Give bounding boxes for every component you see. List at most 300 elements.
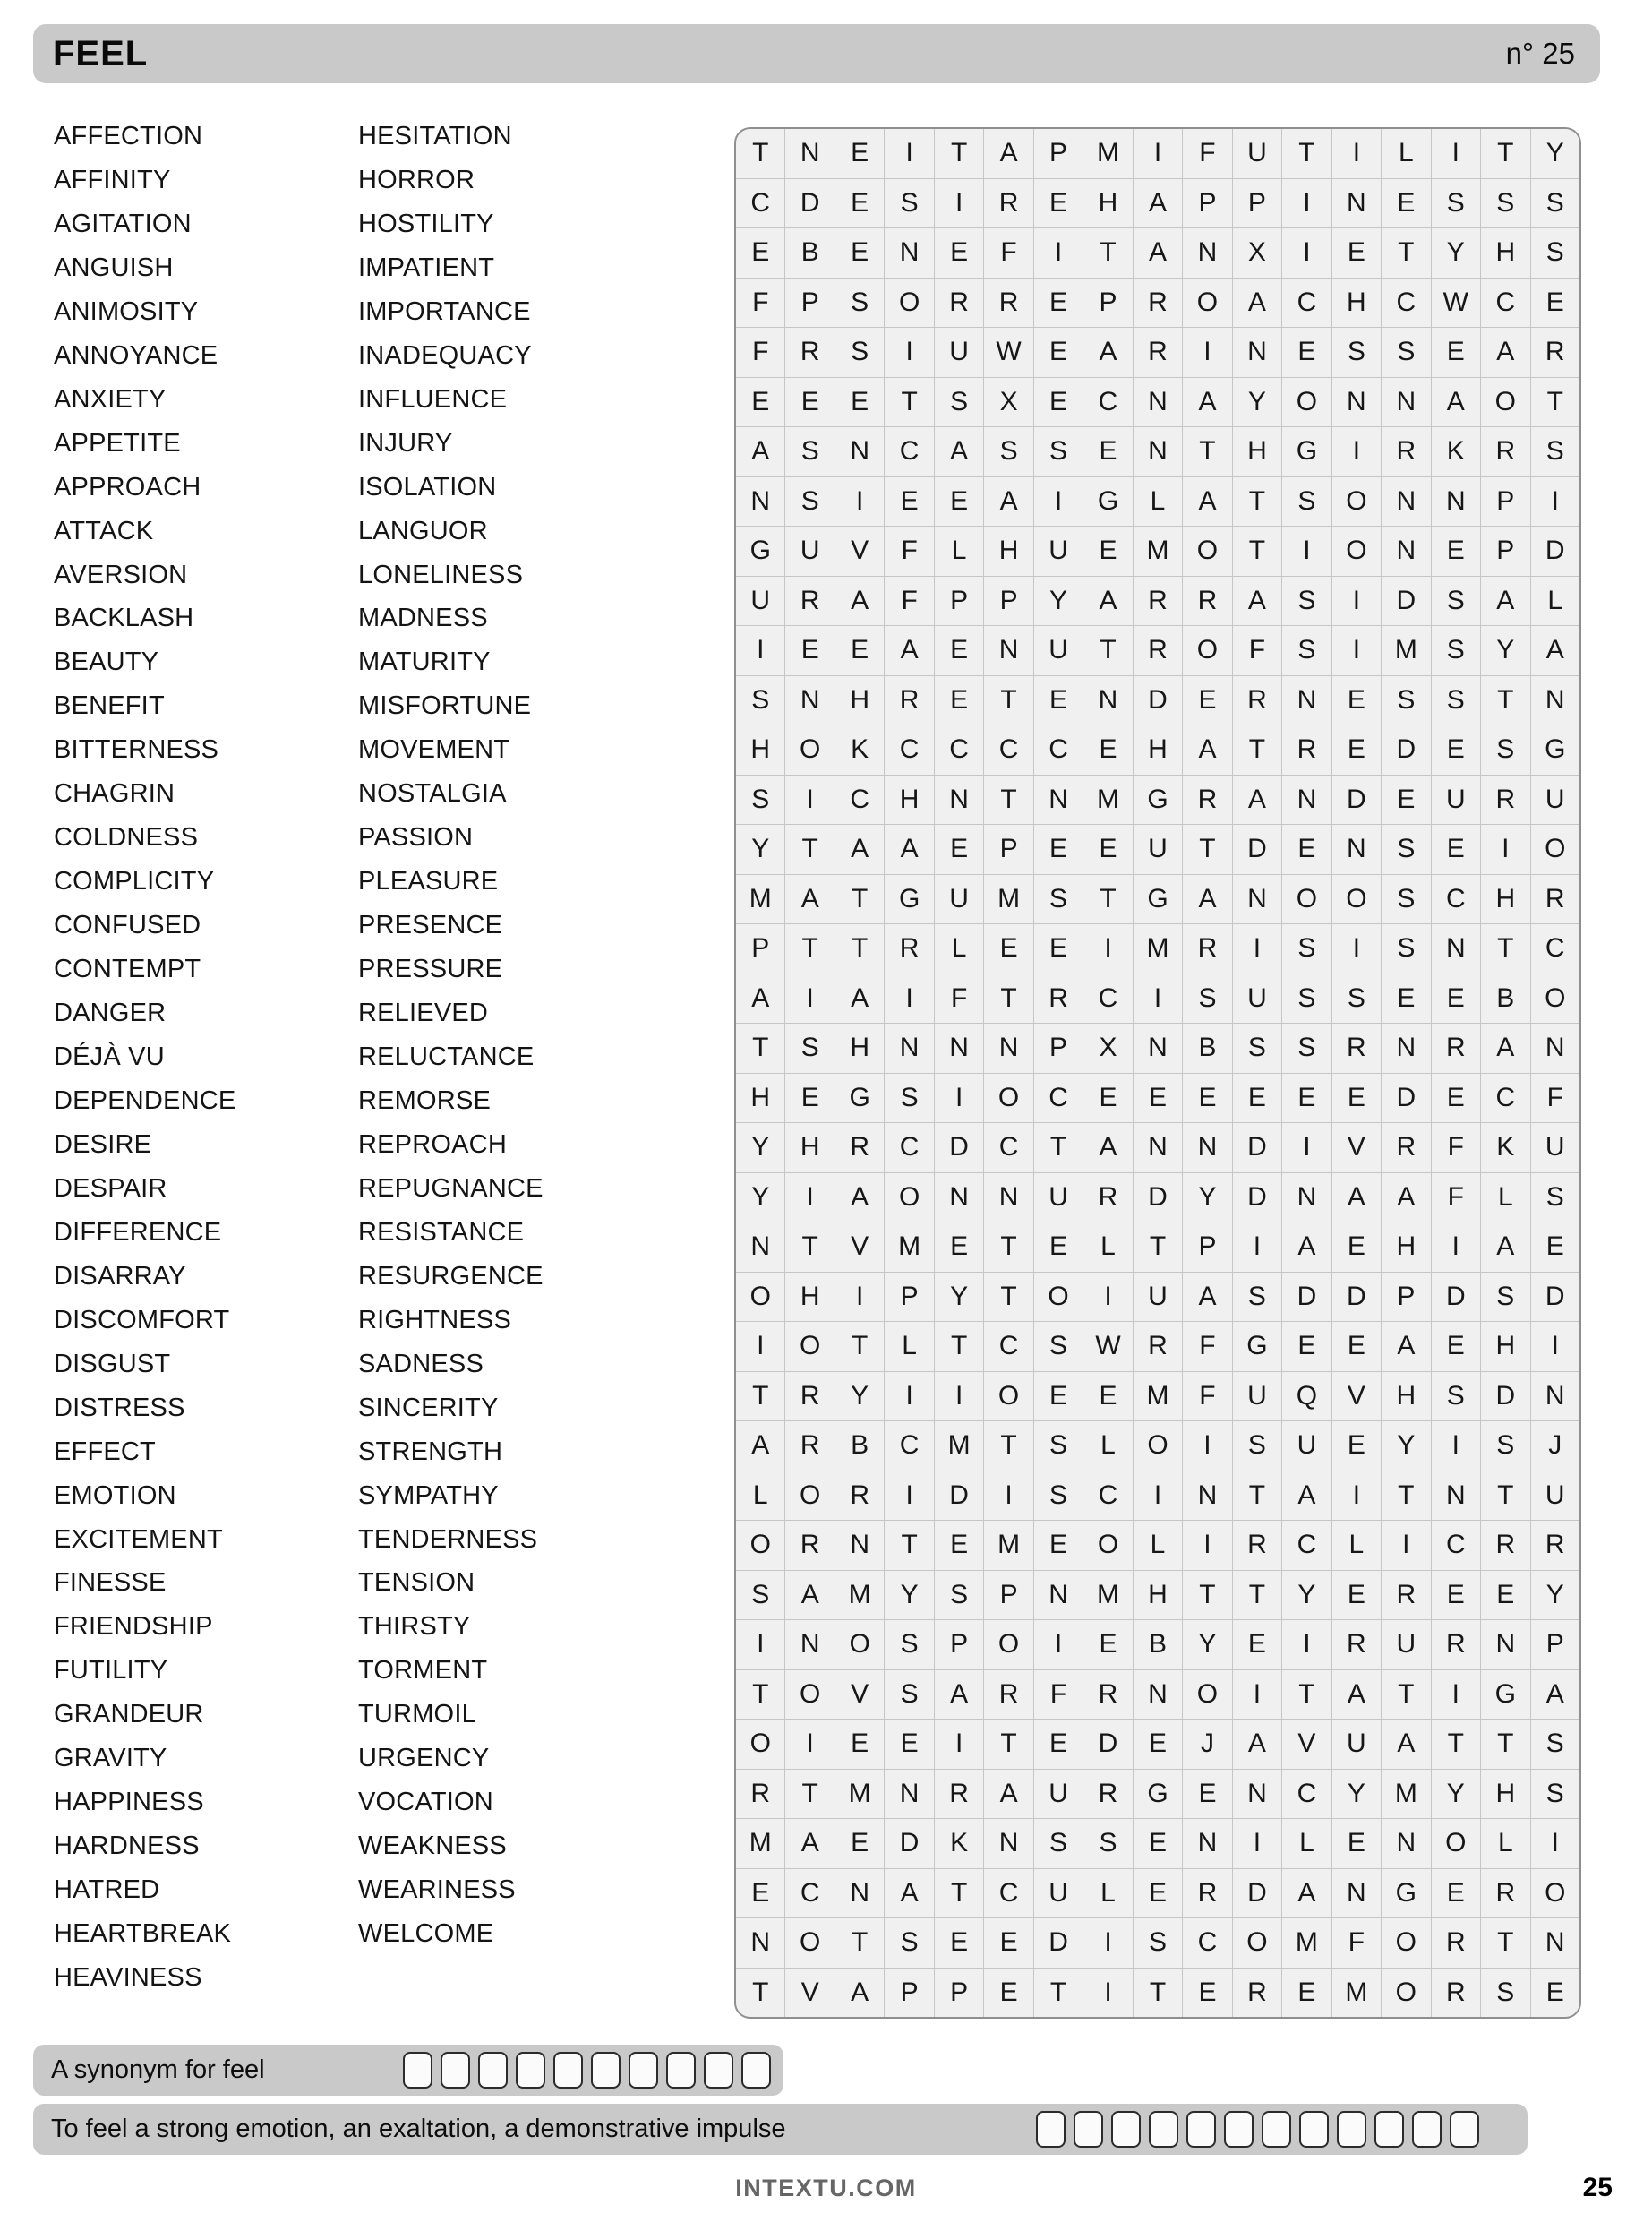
grid-cell-r22c6[interactable]: N: [984, 1173, 1032, 1222]
grid-cell-r4c7[interactable]: E: [1034, 279, 1083, 328]
grid-cell-r13c14[interactable]: D: [1382, 725, 1430, 775]
grid-cell-r23c6[interactable]: T: [984, 1222, 1032, 1272]
grid-cell-r1c11[interactable]: U: [1233, 129, 1281, 178]
grid-cell-r5c16[interactable]: A: [1481, 328, 1529, 377]
grid-cell-r8c14[interactable]: N: [1382, 477, 1430, 527]
grid-cell-r15c7[interactable]: E: [1034, 825, 1083, 874]
grid-cell-r17c13[interactable]: I: [1332, 924, 1381, 974]
grid-cell-r12c17[interactable]: N: [1531, 676, 1579, 725]
grid-cell-r37c1[interactable]: N: [736, 1918, 784, 1968]
grid-cell-r5c9[interactable]: R: [1134, 328, 1182, 377]
grid-cell-r24c6[interactable]: T: [984, 1273, 1032, 1322]
grid-cell-r7c7[interactable]: S: [1034, 427, 1083, 476]
grid-cell-r36c8[interactable]: L: [1083, 1869, 1132, 1918]
grid-cell-r30c11[interactable]: T: [1233, 1571, 1281, 1620]
grid-cell-r29c3[interactable]: N: [835, 1521, 884, 1570]
grid-cell-r25c3[interactable]: T: [835, 1322, 884, 1371]
answer-box[interactable]: [704, 2052, 733, 2089]
grid-cell-r14c10[interactable]: R: [1183, 776, 1231, 825]
grid-cell-r3c5[interactable]: E: [935, 228, 983, 278]
grid-cell-r9c2[interactable]: U: [785, 527, 834, 576]
grid-cell-r20c6[interactable]: O: [984, 1074, 1032, 1123]
grid-cell-r2c5[interactable]: I: [935, 179, 983, 228]
grid-cell-r34c13[interactable]: Y: [1332, 1770, 1381, 1819]
grid-cell-r23c17[interactable]: E: [1531, 1222, 1579, 1272]
grid-cell-r4c9[interactable]: R: [1134, 279, 1182, 328]
grid-cell-r16c17[interactable]: R: [1531, 875, 1579, 924]
grid-cell-r27c9[interactable]: O: [1134, 1421, 1182, 1471]
grid-cell-r11c11[interactable]: F: [1233, 626, 1281, 675]
grid-cell-r24c15[interactable]: D: [1432, 1273, 1480, 1322]
grid-cell-r21c12[interactable]: I: [1282, 1123, 1331, 1172]
grid-cell-r13c1[interactable]: H: [736, 725, 784, 775]
grid-cell-r3c2[interactable]: B: [785, 228, 834, 278]
grid-cell-r36c13[interactable]: N: [1332, 1869, 1381, 1918]
grid-cell-r21c6[interactable]: C: [984, 1123, 1032, 1172]
grid-cell-r26c4[interactable]: I: [885, 1372, 933, 1421]
grid-cell-r17c7[interactable]: E: [1034, 924, 1083, 974]
grid-cell-r11c6[interactable]: N: [984, 626, 1032, 675]
grid-cell-r29c2[interactable]: R: [785, 1521, 834, 1570]
grid-cell-r4c12[interactable]: C: [1282, 279, 1331, 328]
grid-cell-r38c8[interactable]: I: [1083, 1969, 1132, 2018]
grid-cell-r16c6[interactable]: M: [984, 875, 1032, 924]
grid-cell-r31c16[interactable]: N: [1481, 1620, 1529, 1669]
grid-cell-r35c15[interactable]: O: [1432, 1819, 1480, 1868]
grid-cell-r22c3[interactable]: A: [835, 1173, 884, 1222]
grid-cell-r19c1[interactable]: T: [736, 1024, 784, 1073]
grid-cell-r7c1[interactable]: A: [736, 427, 784, 476]
grid-cell-r19c6[interactable]: N: [984, 1024, 1032, 1073]
grid-cell-r1c16[interactable]: T: [1481, 129, 1529, 178]
grid-cell-r17c16[interactable]: T: [1481, 924, 1529, 974]
grid-cell-r21c5[interactable]: D: [935, 1123, 983, 1172]
grid-cell-r29c1[interactable]: O: [736, 1521, 784, 1570]
grid-cell-r23c8[interactable]: L: [1083, 1222, 1132, 1272]
grid-cell-r36c2[interactable]: C: [785, 1869, 834, 1918]
grid-cell-r7c17[interactable]: S: [1531, 427, 1579, 476]
grid-cell-r34c16[interactable]: H: [1481, 1770, 1529, 1819]
grid-cell-r11c15[interactable]: S: [1432, 626, 1480, 675]
grid-cell-r10c12[interactable]: S: [1282, 577, 1331, 626]
grid-cell-r22c12[interactable]: N: [1282, 1173, 1331, 1222]
grid-cell-r20c2[interactable]: E: [785, 1074, 834, 1123]
grid-cell-r28c1[interactable]: L: [736, 1471, 784, 1521]
grid-cell-r18c8[interactable]: C: [1083, 974, 1132, 1024]
answer-box[interactable]: [1111, 2111, 1141, 2148]
grid-cell-r31c6[interactable]: O: [984, 1620, 1032, 1669]
grid-cell-r9c7[interactable]: U: [1034, 527, 1083, 576]
grid-cell-r34c2[interactable]: T: [785, 1770, 834, 1819]
grid-cell-r19c14[interactable]: N: [1382, 1024, 1430, 1073]
grid-cell-r16c11[interactable]: N: [1233, 875, 1281, 924]
grid-cell-r7c2[interactable]: S: [785, 427, 834, 476]
grid-cell-r26c10[interactable]: F: [1183, 1372, 1231, 1421]
grid-cell-r32c1[interactable]: T: [736, 1670, 784, 1720]
grid-cell-r6c7[interactable]: E: [1034, 378, 1083, 427]
grid-cell-r11c12[interactable]: S: [1282, 626, 1331, 675]
grid-cell-r32c13[interactable]: A: [1332, 1670, 1381, 1720]
grid-cell-r14c9[interactable]: G: [1134, 776, 1182, 825]
grid-cell-r3c11[interactable]: X: [1233, 228, 1281, 278]
grid-cell-r14c17[interactable]: U: [1531, 776, 1579, 825]
grid-cell-r22c2[interactable]: I: [785, 1173, 834, 1222]
grid-cell-r28c5[interactable]: D: [935, 1471, 983, 1521]
grid-cell-r14c11[interactable]: A: [1233, 776, 1281, 825]
grid-cell-r25c7[interactable]: S: [1034, 1322, 1083, 1371]
grid-cell-r30c3[interactable]: M: [835, 1571, 884, 1620]
grid-cell-r22c17[interactable]: S: [1531, 1173, 1579, 1222]
grid-cell-r1c7[interactable]: P: [1034, 129, 1083, 178]
grid-cell-r30c10[interactable]: T: [1183, 1571, 1231, 1620]
grid-cell-r29c13[interactable]: L: [1332, 1521, 1381, 1570]
grid-cell-r32c14[interactable]: T: [1382, 1670, 1430, 1720]
grid-cell-r21c13[interactable]: V: [1332, 1123, 1381, 1172]
grid-cell-r34c4[interactable]: N: [885, 1770, 933, 1819]
grid-cell-r18c15[interactable]: E: [1432, 974, 1480, 1024]
grid-cell-r7c12[interactable]: G: [1282, 427, 1331, 476]
grid-cell-r18c1[interactable]: A: [736, 974, 784, 1024]
grid-cell-r2c10[interactable]: P: [1183, 179, 1231, 228]
grid-cell-r8c4[interactable]: E: [885, 477, 933, 527]
grid-cell-r34c11[interactable]: N: [1233, 1770, 1281, 1819]
grid-cell-r16c14[interactable]: S: [1382, 875, 1430, 924]
grid-cell-r20c9[interactable]: E: [1134, 1074, 1182, 1123]
grid-cell-r8c8[interactable]: G: [1083, 477, 1132, 527]
grid-cell-r37c5[interactable]: E: [935, 1918, 983, 1968]
answer-box[interactable]: [1186, 2111, 1216, 2148]
grid-cell-r33c17[interactable]: S: [1531, 1720, 1579, 1769]
grid-cell-r21c3[interactable]: R: [835, 1123, 884, 1172]
grid-cell-r20c11[interactable]: E: [1233, 1074, 1281, 1123]
grid-cell-r23c4[interactable]: M: [885, 1222, 933, 1272]
grid-cell-r33c12[interactable]: V: [1282, 1720, 1331, 1769]
grid-cell-r34c9[interactable]: G: [1134, 1770, 1182, 1819]
grid-cell-r28c9[interactable]: I: [1134, 1471, 1182, 1521]
grid-cell-r13c13[interactable]: E: [1332, 725, 1381, 775]
grid-cell-r23c7[interactable]: E: [1034, 1222, 1083, 1272]
grid-cell-r15c17[interactable]: O: [1531, 825, 1579, 874]
grid-cell-r2c4[interactable]: S: [885, 179, 933, 228]
grid-cell-r21c2[interactable]: H: [785, 1123, 834, 1172]
grid-cell-r35c10[interactable]: N: [1183, 1819, 1231, 1868]
grid-cell-r31c14[interactable]: U: [1382, 1620, 1430, 1669]
grid-cell-r19c17[interactable]: N: [1531, 1024, 1579, 1073]
grid-cell-r8c13[interactable]: O: [1332, 477, 1381, 527]
grid-cell-r24c16[interactable]: S: [1481, 1273, 1529, 1322]
grid-cell-r11c16[interactable]: Y: [1481, 626, 1529, 675]
grid-cell-r27c7[interactable]: S: [1034, 1421, 1083, 1471]
grid-cell-r26c12[interactable]: Q: [1282, 1372, 1331, 1421]
grid-cell-r24c9[interactable]: U: [1134, 1273, 1182, 1322]
grid-cell-r13c7[interactable]: C: [1034, 725, 1083, 775]
grid-cell-r16c7[interactable]: S: [1034, 875, 1083, 924]
grid-cell-r3c14[interactable]: T: [1382, 228, 1430, 278]
grid-cell-r30c2[interactable]: A: [785, 1571, 834, 1620]
grid-cell-r19c5[interactable]: N: [935, 1024, 983, 1073]
grid-cell-r10c4[interactable]: F: [885, 577, 933, 626]
grid-cell-r32c6[interactable]: R: [984, 1670, 1032, 1720]
grid-cell-r7c3[interactable]: N: [835, 427, 884, 476]
grid-cell-r4c5[interactable]: R: [935, 279, 983, 328]
grid-cell-r13c15[interactable]: E: [1432, 725, 1480, 775]
grid-cell-r13c12[interactable]: R: [1282, 725, 1331, 775]
grid-cell-r1c15[interactable]: I: [1432, 129, 1480, 178]
grid-cell-r27c16[interactable]: S: [1481, 1421, 1529, 1471]
grid-cell-r9c15[interactable]: E: [1432, 527, 1480, 576]
grid-cell-r3c16[interactable]: H: [1481, 228, 1529, 278]
grid-cell-r18c6[interactable]: T: [984, 974, 1032, 1024]
grid-cell-r31c15[interactable]: R: [1432, 1620, 1480, 1669]
grid-cell-r14c15[interactable]: U: [1432, 776, 1480, 825]
grid-cell-r7c10[interactable]: T: [1183, 427, 1231, 476]
grid-cell-r2c17[interactable]: S: [1531, 179, 1579, 228]
grid-cell-r21c4[interactable]: C: [885, 1123, 933, 1172]
grid-cell-r22c14[interactable]: A: [1382, 1173, 1430, 1222]
answer-box[interactable]: [1337, 2111, 1366, 2148]
grid-cell-r34c10[interactable]: E: [1183, 1770, 1231, 1819]
grid-cell-r2c7[interactable]: E: [1034, 179, 1083, 228]
grid-cell-r4c17[interactable]: E: [1531, 279, 1579, 328]
answer-box[interactable]: [741, 2052, 771, 2089]
grid-cell-r14c2[interactable]: I: [785, 776, 834, 825]
grid-cell-r12c12[interactable]: N: [1282, 676, 1331, 725]
grid-cell-r3c9[interactable]: A: [1134, 228, 1182, 278]
grid-cell-r32c5[interactable]: A: [935, 1670, 983, 1720]
grid-cell-r11c5[interactable]: E: [935, 626, 983, 675]
grid-cell-r14c7[interactable]: N: [1034, 776, 1083, 825]
grid-cell-r32c16[interactable]: G: [1481, 1670, 1529, 1720]
grid-cell-r20c15[interactable]: E: [1432, 1074, 1480, 1123]
grid-cell-r30c12[interactable]: Y: [1282, 1571, 1331, 1620]
grid-cell-r35c8[interactable]: S: [1083, 1819, 1132, 1868]
grid-cell-r18c5[interactable]: F: [935, 974, 983, 1024]
grid-cell-r23c11[interactable]: I: [1233, 1222, 1281, 1272]
grid-cell-r12c10[interactable]: E: [1183, 676, 1231, 725]
grid-cell-r29c12[interactable]: C: [1282, 1521, 1331, 1570]
grid-cell-r38c6[interactable]: E: [984, 1969, 1032, 2018]
grid-cell-r18c12[interactable]: S: [1282, 974, 1331, 1024]
grid-cell-r28c8[interactable]: C: [1083, 1471, 1132, 1521]
grid-cell-r17c9[interactable]: M: [1134, 924, 1182, 974]
grid-cell-r27c1[interactable]: A: [736, 1421, 784, 1471]
grid-cell-r19c10[interactable]: B: [1183, 1024, 1231, 1073]
grid-cell-r1c5[interactable]: T: [935, 129, 983, 178]
grid-cell-r2c14[interactable]: E: [1382, 179, 1430, 228]
grid-cell-r24c7[interactable]: O: [1034, 1273, 1083, 1322]
grid-cell-r14c1[interactable]: S: [736, 776, 784, 825]
grid-cell-r31c1[interactable]: I: [736, 1620, 784, 1669]
grid-cell-r27c12[interactable]: U: [1282, 1421, 1331, 1471]
answer-box[interactable]: [1149, 2111, 1178, 2148]
grid-cell-r22c9[interactable]: D: [1134, 1173, 1182, 1222]
grid-cell-r28c11[interactable]: T: [1233, 1471, 1281, 1521]
grid-cell-r28c12[interactable]: A: [1282, 1471, 1331, 1521]
grid-cell-r10c8[interactable]: A: [1083, 577, 1132, 626]
grid-cell-r21c7[interactable]: T: [1034, 1123, 1083, 1172]
grid-cell-r37c15[interactable]: R: [1432, 1918, 1480, 1968]
grid-cell-r31c2[interactable]: N: [785, 1620, 834, 1669]
grid-cell-r11c13[interactable]: I: [1332, 626, 1381, 675]
grid-cell-r32c11[interactable]: I: [1233, 1670, 1281, 1720]
grid-cell-r3c12[interactable]: I: [1282, 228, 1331, 278]
grid-cell-r15c15[interactable]: E: [1432, 825, 1480, 874]
grid-cell-r17c5[interactable]: L: [935, 924, 983, 974]
grid-cell-r30c5[interactable]: S: [935, 1571, 983, 1620]
grid-cell-r29c4[interactable]: T: [885, 1521, 933, 1570]
grid-cell-r29c15[interactable]: C: [1432, 1521, 1480, 1570]
grid-cell-r8c16[interactable]: P: [1481, 477, 1529, 527]
grid-cell-r1c14[interactable]: L: [1382, 129, 1430, 178]
grid-cell-r30c13[interactable]: E: [1332, 1571, 1381, 1620]
grid-cell-r14c8[interactable]: M: [1083, 776, 1132, 825]
grid-cell-r12c1[interactable]: S: [736, 676, 784, 725]
grid-cell-r31c13[interactable]: R: [1332, 1620, 1381, 1669]
grid-cell-r5c13[interactable]: S: [1332, 328, 1381, 377]
grid-cell-r29c7[interactable]: E: [1034, 1521, 1083, 1570]
grid-cell-r5c3[interactable]: S: [835, 328, 884, 377]
grid-cell-r17c12[interactable]: S: [1282, 924, 1331, 974]
grid-cell-r26c11[interactable]: U: [1233, 1372, 1281, 1421]
grid-cell-r25c9[interactable]: R: [1134, 1322, 1182, 1371]
grid-cell-r17c4[interactable]: R: [885, 924, 933, 974]
grid-cell-r17c6[interactable]: E: [984, 924, 1032, 974]
grid-cell-r10c14[interactable]: D: [1382, 577, 1430, 626]
grid-cell-r19c13[interactable]: R: [1332, 1024, 1381, 1073]
grid-cell-r34c12[interactable]: C: [1282, 1770, 1331, 1819]
grid-cell-r23c10[interactable]: P: [1183, 1222, 1231, 1272]
grid-cell-r23c1[interactable]: N: [736, 1222, 784, 1272]
grid-cell-r3c6[interactable]: F: [984, 228, 1032, 278]
grid-cell-r23c3[interactable]: V: [835, 1222, 884, 1272]
grid-cell-r38c5[interactable]: P: [935, 1969, 983, 2018]
grid-cell-r32c17[interactable]: A: [1531, 1670, 1579, 1720]
grid-cell-r37c17[interactable]: N: [1531, 1918, 1579, 1968]
grid-cell-r38c16[interactable]: S: [1481, 1969, 1529, 2018]
grid-cell-r37c10[interactable]: C: [1183, 1918, 1231, 1968]
grid-cell-r30c4[interactable]: Y: [885, 1571, 933, 1620]
grid-cell-r9c16[interactable]: P: [1481, 527, 1529, 576]
grid-cell-r7c16[interactable]: R: [1481, 427, 1529, 476]
grid-cell-r1c10[interactable]: F: [1183, 129, 1231, 178]
grid-cell-r30c16[interactable]: E: [1481, 1571, 1529, 1620]
grid-cell-r12c5[interactable]: E: [935, 676, 983, 725]
grid-cell-r37c13[interactable]: F: [1332, 1918, 1381, 1968]
grid-cell-r3c8[interactable]: T: [1083, 228, 1132, 278]
grid-cell-r34c1[interactable]: R: [736, 1770, 784, 1819]
letter-grid[interactable]: [734, 127, 1581, 2019]
grid-cell-r31c7[interactable]: I: [1034, 1620, 1083, 1669]
grid-cell-r36c4[interactable]: A: [885, 1869, 933, 1918]
grid-cell-r31c8[interactable]: E: [1083, 1620, 1132, 1669]
grid-cell-r16c3[interactable]: T: [835, 875, 884, 924]
grid-cell-r13c17[interactable]: G: [1531, 725, 1579, 775]
grid-cell-r26c2[interactable]: R: [785, 1372, 834, 1421]
grid-cell-r2c15[interactable]: S: [1432, 179, 1480, 228]
grid-cell-r2c3[interactable]: E: [835, 179, 884, 228]
grid-cell-r19c8[interactable]: X: [1083, 1024, 1132, 1073]
grid-cell-r25c2[interactable]: O: [785, 1322, 834, 1371]
grid-cell-r22c13[interactable]: A: [1332, 1173, 1381, 1222]
grid-cell-r35c2[interactable]: A: [785, 1819, 834, 1868]
grid-cell-r9c14[interactable]: N: [1382, 527, 1430, 576]
grid-cell-r19c15[interactable]: R: [1432, 1024, 1480, 1073]
grid-cell-r2c13[interactable]: N: [1332, 179, 1381, 228]
grid-cell-r29c11[interactable]: R: [1233, 1521, 1281, 1570]
grid-cell-r6c13[interactable]: N: [1332, 378, 1381, 427]
grid-cell-r7c4[interactable]: C: [885, 427, 933, 476]
grid-cell-r6c10[interactable]: A: [1183, 378, 1231, 427]
grid-cell-r24c2[interactable]: H: [785, 1273, 834, 1322]
grid-cell-r32c8[interactable]: R: [1083, 1670, 1132, 1720]
grid-cell-r34c5[interactable]: R: [935, 1770, 983, 1819]
grid-cell-r5c6[interactable]: W: [984, 328, 1032, 377]
grid-cell-r12c11[interactable]: R: [1233, 676, 1281, 725]
grid-cell-r4c10[interactable]: O: [1183, 279, 1231, 328]
grid-cell-r12c14[interactable]: S: [1382, 676, 1430, 725]
grid-cell-r6c5[interactable]: S: [935, 378, 983, 427]
grid-cell-r27c10[interactable]: I: [1183, 1421, 1231, 1471]
answer-box[interactable]: [553, 2052, 583, 2089]
grid-cell-r24c13[interactable]: D: [1332, 1273, 1381, 1322]
grid-cell-r25c14[interactable]: A: [1382, 1322, 1430, 1371]
grid-cell-r30c1[interactable]: S: [736, 1571, 784, 1620]
grid-cell-r19c12[interactable]: S: [1282, 1024, 1331, 1073]
grid-cell-r24c12[interactable]: D: [1282, 1273, 1331, 1322]
grid-cell-r17c1[interactable]: P: [736, 924, 784, 974]
grid-cell-r36c11[interactable]: D: [1233, 1869, 1281, 1918]
grid-cell-r36c15[interactable]: E: [1432, 1869, 1480, 1918]
grid-cell-r12c15[interactable]: S: [1432, 676, 1480, 725]
grid-cell-r1c4[interactable]: I: [885, 129, 933, 178]
answer-box[interactable]: [629, 2052, 658, 2089]
grid-cell-r33c16[interactable]: T: [1481, 1720, 1529, 1769]
grid-cell-r5c2[interactable]: R: [785, 328, 834, 377]
grid-cell-r22c4[interactable]: O: [885, 1173, 933, 1222]
answer-box[interactable]: [591, 2052, 621, 2089]
grid-cell-r27c2[interactable]: R: [785, 1421, 834, 1471]
grid-cell-r18c2[interactable]: I: [785, 974, 834, 1024]
grid-cell-r30c15[interactable]: E: [1432, 1571, 1480, 1620]
grid-cell-r29c6[interactable]: M: [984, 1521, 1032, 1570]
grid-cell-r9c6[interactable]: H: [984, 527, 1032, 576]
grid-cell-r27c14[interactable]: Y: [1382, 1421, 1430, 1471]
grid-cell-r26c1[interactable]: T: [736, 1372, 784, 1421]
grid-cell-r9c8[interactable]: E: [1083, 527, 1132, 576]
answer-box[interactable]: [1374, 2111, 1404, 2148]
grid-cell-r5c14[interactable]: S: [1382, 328, 1430, 377]
grid-cell-r24c14[interactable]: P: [1382, 1273, 1430, 1322]
grid-cell-r22c15[interactable]: F: [1432, 1173, 1480, 1222]
answer-box[interactable]: [403, 2052, 432, 2089]
grid-cell-r20c5[interactable]: I: [935, 1074, 983, 1123]
grid-cell-r35c9[interactable]: E: [1134, 1819, 1182, 1868]
grid-cell-r14c14[interactable]: E: [1382, 776, 1430, 825]
grid-cell-r12c8[interactable]: N: [1083, 676, 1132, 725]
grid-cell-r25c10[interactable]: F: [1183, 1322, 1231, 1371]
grid-cell-r7c8[interactable]: E: [1083, 427, 1132, 476]
grid-cell-r37c8[interactable]: I: [1083, 1918, 1132, 1968]
grid-cell-r18c16[interactable]: B: [1481, 974, 1529, 1024]
grid-cell-r28c4[interactable]: I: [885, 1471, 933, 1521]
grid-cell-r37c6[interactable]: E: [984, 1918, 1032, 1968]
grid-cell-r30c6[interactable]: P: [984, 1571, 1032, 1620]
grid-cell-r25c1[interactable]: I: [736, 1322, 784, 1371]
grid-cell-r33c2[interactable]: I: [785, 1720, 834, 1769]
grid-cell-r17c11[interactable]: I: [1233, 924, 1281, 974]
grid-cell-r35c1[interactable]: M: [736, 1819, 784, 1868]
grid-cell-r14c5[interactable]: N: [935, 776, 983, 825]
